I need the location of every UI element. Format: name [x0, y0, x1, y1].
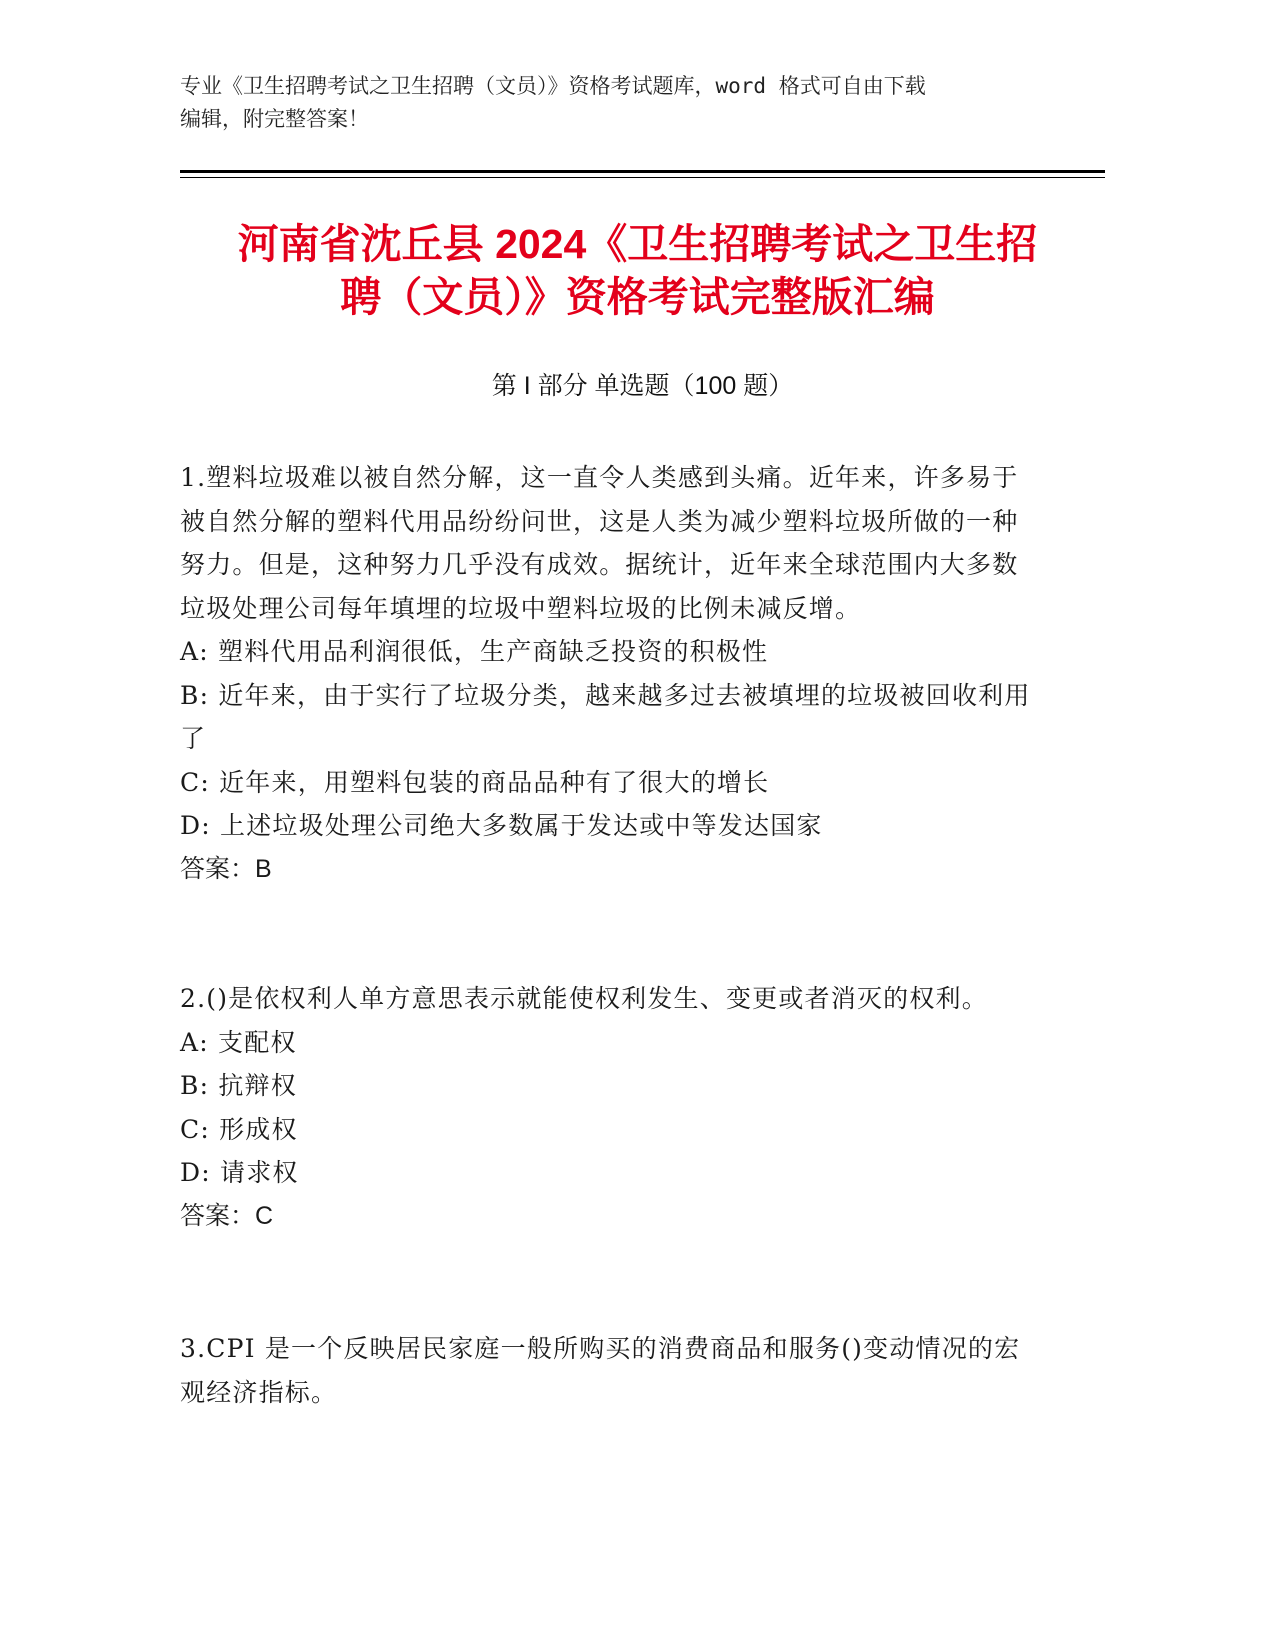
option-text: 支配权 — [218, 1027, 297, 1057]
question-stem: 2.()是依权利人单方意思表示就能使权利发生、变更或者消灭的权利。 — [180, 984, 988, 1013]
question-stem: 1.塑料垃圾难以被自然分解，这一直令人类感到头痛。近年来，许多易于被自然分解的塑料代用品纷纷问世，这是人类为减少塑料垃圾所做的一种努力。但是，这种努力几乎没有成效。据统计，近年来全球范围内大多数垃圾处理公司每年填埋的垃圾中塑料垃圾的比例未减反增。 — [180, 463, 1019, 623]
option-letter: D: — [180, 1158, 211, 1187]
option-text: 上述垃圾处理公司绝大多数属于发达或中等发达国家 — [220, 811, 823, 840]
answer-line: 答案：C — [180, 1201, 274, 1230]
option-a — [180, 630, 1040, 674]
document-title-line-1: 河南省沈丘县 2024《卫生招聘考试之卫生招 — [237, 221, 1038, 267]
option-d — [180, 804, 1040, 848]
header-divider-thin — [180, 177, 1105, 178]
question-2 — [180, 977, 1040, 1238]
option-b — [180, 674, 1040, 761]
option-letter: B: — [180, 1071, 210, 1100]
header-note-line-1: 专业《卫生招聘考试之卫生招聘（文员）》资格考试题库，word 格式可自由下载 — [180, 74, 926, 98]
option-text: 形成权 — [219, 1114, 298, 1144]
question-1 — [180, 456, 1040, 891]
option-text: 近年来，用塑料包装的商品品种有了很大的增长 — [219, 767, 770, 797]
header-note — [180, 70, 1060, 136]
document-title-line-2: 聘（文员）》资格考试完整版汇编 — [340, 274, 935, 320]
header-divider-thick — [180, 170, 1105, 173]
header-note-line-2: 编辑，附完整答案！ — [180, 107, 369, 131]
option-c — [180, 761, 1040, 805]
option-text: 塑料代用品利润很低，生产商缺乏投资的积极性 — [218, 637, 769, 666]
option-text: 请求权 — [220, 1158, 299, 1187]
document-title — [160, 218, 1115, 324]
option-letter: D: — [180, 811, 211, 840]
option-letter: A: — [180, 637, 209, 666]
answer-line: 答案：B — [180, 854, 272, 883]
option-letter: C: — [180, 1114, 210, 1144]
option-a — [180, 1021, 1040, 1065]
option-letter: B: — [180, 680, 210, 710]
question-stem: 3.CPI 是一个反映居民家庭一般所购买的消费商品和服务()变动情况的宏观经济指标。 — [180, 1334, 1021, 1407]
question-3 — [180, 1327, 1040, 1414]
option-b — [180, 1064, 1040, 1108]
option-c — [180, 1108, 1040, 1152]
option-letter: A: — [180, 1027, 209, 1057]
option-text: 近年来，由于实行了垃圾分类，越来越多过去被填埋的垃圾被回收利用了 — [180, 680, 1031, 753]
section-heading: 第 I 部分 单选题（100 题） — [491, 372, 794, 400]
option-text: 抗辩权 — [218, 1071, 297, 1100]
option-letter: C: — [180, 767, 210, 797]
option-d — [180, 1151, 1040, 1195]
